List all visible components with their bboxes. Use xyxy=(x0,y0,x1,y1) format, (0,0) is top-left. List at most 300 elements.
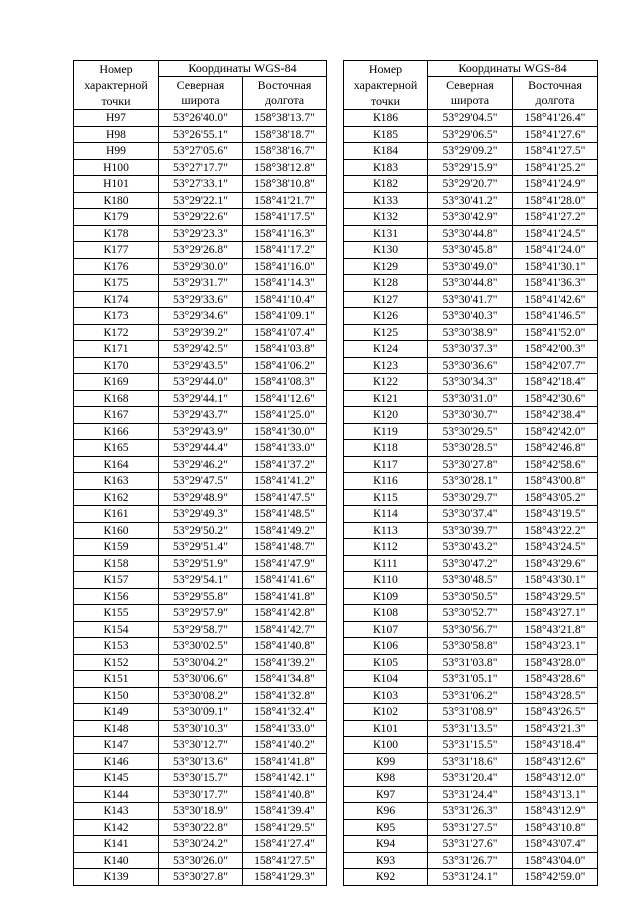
table-row xyxy=(344,176,598,193)
latitude-cell: 53°30'42.9" xyxy=(428,209,513,226)
point-number-cell: К110 xyxy=(344,572,428,589)
latitude-cell: 53°29'43.7" xyxy=(159,407,243,424)
table-row xyxy=(344,671,598,688)
point-number-cell: К154 xyxy=(74,621,159,638)
point-number-cell: К111 xyxy=(344,555,428,572)
latitude-cell: 53°31'20.4" xyxy=(428,770,513,787)
table-row xyxy=(344,720,598,737)
latitude-cell: 53°29'06.5" xyxy=(428,126,513,143)
longitude-cell: 158°43'13.1" xyxy=(513,786,598,803)
longitude-cell: 158°41'48.7" xyxy=(243,539,327,556)
latitude-cell: 53°30'44.8" xyxy=(428,225,513,242)
point-number-cell: К150 xyxy=(74,687,159,704)
table-row xyxy=(74,258,327,275)
latitude-cell: 53°27'33.1" xyxy=(159,176,243,193)
latitude-cell: 53°30'12.7" xyxy=(159,737,243,754)
point-number-cell: К96 xyxy=(344,803,428,820)
point-number-cell: К128 xyxy=(344,275,428,292)
latitude-cell: 53°31'05.1" xyxy=(428,671,513,688)
table-row xyxy=(74,671,327,688)
latitude-cell: 53°30'09.1" xyxy=(159,704,243,721)
table-row xyxy=(74,440,327,457)
table-row xyxy=(74,605,327,622)
table-row xyxy=(344,588,598,605)
longitude-cell: 158°43'10.8" xyxy=(513,819,598,836)
point-number-cell: К169 xyxy=(74,374,159,391)
table-row xyxy=(344,143,598,160)
point-number-cell: К182 xyxy=(344,176,428,193)
table-row xyxy=(74,407,327,424)
longitude-cell: 158°38'13.7" xyxy=(243,110,327,127)
longitude-cell: 158°41'41.6" xyxy=(243,572,327,589)
longitude-header: Восточная долгота xyxy=(243,77,327,110)
longitude-cell: 158°41'17.2" xyxy=(243,242,327,259)
table-row xyxy=(74,869,327,886)
point-number-cell: К143 xyxy=(74,803,159,820)
point-number-cell: К162 xyxy=(74,489,159,506)
longitude-cell: 158°43'12.6" xyxy=(513,753,598,770)
table-row xyxy=(344,489,598,506)
latitude-cell: 53°30'39.7" xyxy=(428,522,513,539)
longitude-cell: 158°43'18.4" xyxy=(513,737,598,754)
longitude-cell: 158°43'24.5" xyxy=(513,539,598,556)
latitude-cell: 53°30'36.6" xyxy=(428,357,513,374)
longitude-cell: 158°41'40.2" xyxy=(243,737,327,754)
longitude-cell: 158°41'42.7" xyxy=(243,621,327,638)
longitude-cell: 158°43'29.5" xyxy=(513,588,598,605)
longitude-cell: 158°41'39.4" xyxy=(243,803,327,820)
point-number-cell: К92 xyxy=(344,869,428,886)
latitude-cell: 53°30'37.4" xyxy=(428,506,513,523)
longitude-cell: 158°41'42.6" xyxy=(513,291,598,308)
latitude-cell: 53°30'44.8" xyxy=(428,275,513,292)
table-row xyxy=(74,192,327,209)
point-number-cell: К151 xyxy=(74,671,159,688)
table-row xyxy=(74,836,327,853)
table-row xyxy=(344,159,598,176)
table-row xyxy=(344,852,598,869)
latitude-cell: 53°30'40.3" xyxy=(428,308,513,325)
point-number-cell: К119 xyxy=(344,423,428,440)
latitude-cell: 53°26'40.0" xyxy=(159,110,243,127)
table-row xyxy=(344,704,598,721)
longitude-cell: 158°41'34.8" xyxy=(243,671,327,688)
table-row xyxy=(74,687,327,704)
longitude-cell: 158°41'36.3" xyxy=(513,275,598,292)
longitude-cell: 158°42'59.0" xyxy=(513,869,598,886)
longitude-cell: 158°41'09.1" xyxy=(243,308,327,325)
longitude-cell: 158°43'26.5" xyxy=(513,704,598,721)
longitude-cell: 158°43'23.1" xyxy=(513,638,598,655)
latitude-cell: 53°29'33.6" xyxy=(159,291,243,308)
latitude-cell: 53°29'55.8" xyxy=(159,588,243,605)
longitude-cell: 158°43'05.2" xyxy=(513,489,598,506)
latitude-cell: 53°30'28.5" xyxy=(428,440,513,457)
longitude-cell: 158°41'40.8" xyxy=(243,786,327,803)
point-number-cell: К158 xyxy=(74,555,159,572)
table-row xyxy=(74,242,327,259)
point-number-cell: К112 xyxy=(344,539,428,556)
table-row xyxy=(344,555,598,572)
point-number-cell: К165 xyxy=(74,440,159,457)
table-row xyxy=(74,324,327,341)
longitude-cell: 158°41'14.3" xyxy=(243,275,327,292)
longitude-cell: 158°41'30.1" xyxy=(513,258,598,275)
point-number-cell: К118 xyxy=(344,440,428,457)
longitude-cell: 158°43'28.5" xyxy=(513,687,598,704)
latitude-cell: 53°30'27.8" xyxy=(428,456,513,473)
table-row xyxy=(344,753,598,770)
point-number-cell: К145 xyxy=(74,770,159,787)
table-row xyxy=(344,357,598,374)
point-number-cell: К179 xyxy=(74,209,159,226)
left-table-body xyxy=(74,110,327,886)
longitude-cell: 158°38'12.8" xyxy=(243,159,327,176)
longitude-cell: 158°41'06.2" xyxy=(243,357,327,374)
latitude-cell: 53°30'48.5" xyxy=(428,572,513,589)
longitude-cell: 158°43'28.0" xyxy=(513,654,598,671)
longitude-cell: 158°43'28.6" xyxy=(513,671,598,688)
latitude-cell: 53°26'55.1" xyxy=(159,126,243,143)
latitude-cell: 53°30'50.5" xyxy=(428,588,513,605)
longitude-cell: 158°41'52.0" xyxy=(513,324,598,341)
longitude-cell: 158°41'41.8" xyxy=(243,753,327,770)
table-row xyxy=(344,407,598,424)
table-row xyxy=(344,390,598,407)
table-row xyxy=(344,341,598,358)
latitude-cell: 53°31'08.9" xyxy=(428,704,513,721)
coordinates-header: Координаты WGS-84 xyxy=(159,61,327,77)
table-row xyxy=(74,473,327,490)
point-number-cell: К127 xyxy=(344,291,428,308)
latitude-cell: 53°30'13.6" xyxy=(159,753,243,770)
latitude-cell: 53°31'24.1" xyxy=(428,869,513,886)
longitude-cell: 158°41'37.2" xyxy=(243,456,327,473)
point-number-cell: К124 xyxy=(344,341,428,358)
point-number-cell: К132 xyxy=(344,209,428,226)
longitude-cell: 158°43'12.0" xyxy=(513,770,598,787)
point-number-cell: К108 xyxy=(344,605,428,622)
table-row xyxy=(74,176,327,193)
latitude-cell: 53°30'10.3" xyxy=(159,720,243,737)
point-number-cell: К122 xyxy=(344,374,428,391)
point-number-cell: К130 xyxy=(344,242,428,259)
point-number-cell: К139 xyxy=(74,869,159,886)
table-row xyxy=(344,737,598,754)
latitude-cell: 53°30'26.0" xyxy=(159,852,243,869)
point-number-cell: К144 xyxy=(74,786,159,803)
table-row xyxy=(74,275,327,292)
latitude-cell: 53°30'56.7" xyxy=(428,621,513,638)
latitude-cell: 53°31'06.2" xyxy=(428,687,513,704)
point-number-cell: К97 xyxy=(344,786,428,803)
longitude-cell: 158°41'24.0" xyxy=(513,242,598,259)
point-number-cell: Н100 xyxy=(74,159,159,176)
point-number-cell: К167 xyxy=(74,407,159,424)
latitude-cell: 53°30'34.3" xyxy=(428,374,513,391)
longitude-cell: 158°41'28.0" xyxy=(513,192,598,209)
table-row xyxy=(74,720,327,737)
point-number-cell: К106 xyxy=(344,638,428,655)
table-row xyxy=(344,242,598,259)
table-row xyxy=(344,836,598,853)
latitude-cell: 53°29'09.2" xyxy=(428,143,513,160)
table-row xyxy=(74,225,327,242)
latitude-cell: 53°29'43.9" xyxy=(159,423,243,440)
table-row xyxy=(74,753,327,770)
point-number-cell: К129 xyxy=(344,258,428,275)
latitude-cell: 53°29'15.9" xyxy=(428,159,513,176)
longitude-cell: 158°42'58.6" xyxy=(513,456,598,473)
point-number-cell: К164 xyxy=(74,456,159,473)
point-number-cell: К100 xyxy=(344,737,428,754)
point-number-cell: К166 xyxy=(74,423,159,440)
longitude-cell: 158°41'29.5" xyxy=(243,819,327,836)
latitude-cell: 53°30'30.7" xyxy=(428,407,513,424)
table-row xyxy=(74,654,327,671)
longitude-cell: 158°43'19.5" xyxy=(513,506,598,523)
latitude-cell: 53°29'50.2" xyxy=(159,522,243,539)
longitude-cell: 158°42'30.6" xyxy=(513,390,598,407)
longitude-cell: 158°42'46.8" xyxy=(513,440,598,457)
table-row xyxy=(74,539,327,556)
longitude-cell: 158°38'16.7" xyxy=(243,143,327,160)
point-number-cell: К120 xyxy=(344,407,428,424)
table-row xyxy=(344,572,598,589)
table-row xyxy=(74,341,327,358)
table-row xyxy=(74,638,327,655)
latitude-cell: 53°30'29.5" xyxy=(428,423,513,440)
longitude-cell: 158°41'25.2" xyxy=(513,159,598,176)
latitude-cell: 53°29'34.6" xyxy=(159,308,243,325)
point-number-cell: К178 xyxy=(74,225,159,242)
table-row xyxy=(74,803,327,820)
table-row xyxy=(74,704,327,721)
table-row xyxy=(74,291,327,308)
table-row xyxy=(74,110,327,127)
point-number-cell: К104 xyxy=(344,671,428,688)
latitude-cell: 53°29'31.7" xyxy=(159,275,243,292)
point-number-cell: К95 xyxy=(344,819,428,836)
longitude-cell: 158°41'42.8" xyxy=(243,605,327,622)
point-number-cell: К133 xyxy=(344,192,428,209)
latitude-cell: 53°29'22.6" xyxy=(159,209,243,226)
longitude-cell: 158°41'32.8" xyxy=(243,687,327,704)
table-row xyxy=(344,687,598,704)
table-row xyxy=(74,143,327,160)
point-number-cell: К121 xyxy=(344,390,428,407)
longitude-cell: 158°41'16.3" xyxy=(243,225,327,242)
longitude-cell: 158°41'27.5" xyxy=(513,143,598,160)
longitude-cell: 158°38'10.8" xyxy=(243,176,327,193)
latitude-cell: 53°29'54.1" xyxy=(159,572,243,589)
latitude-cell: 53°29'42.5" xyxy=(159,341,243,358)
longitude-cell: 158°43'29.6" xyxy=(513,555,598,572)
point-number-cell: Н99 xyxy=(74,143,159,160)
point-number-cell: К155 xyxy=(74,605,159,622)
table-row xyxy=(344,324,598,341)
longitude-cell: 158°43'30.1" xyxy=(513,572,598,589)
point-number-cell: К163 xyxy=(74,473,159,490)
longitude-cell: 158°41'17.5" xyxy=(243,209,327,226)
point-number-cell: К131 xyxy=(344,225,428,242)
latitude-cell: 53°31'13.5" xyxy=(428,720,513,737)
point-number-cell: К170 xyxy=(74,357,159,374)
table-row xyxy=(344,539,598,556)
latitude-cell: 53°30'31.0" xyxy=(428,390,513,407)
table-row xyxy=(344,291,598,308)
longitude-cell: 158°41'27.2" xyxy=(513,209,598,226)
longitude-cell: 158°41'16.0" xyxy=(243,258,327,275)
latitude-cell: 53°30'43.2" xyxy=(428,539,513,556)
point-number-cell: К161 xyxy=(74,506,159,523)
latitude-cell: 53°29'47.5" xyxy=(159,473,243,490)
point-number-cell: К141 xyxy=(74,836,159,853)
table-row xyxy=(344,192,598,209)
point-number-cell: К156 xyxy=(74,588,159,605)
table-row xyxy=(344,605,598,622)
longitude-cell: 158°41'47.9" xyxy=(243,555,327,572)
longitude-cell: 158°41'46.5" xyxy=(513,308,598,325)
table-row xyxy=(74,506,327,523)
table-row xyxy=(344,110,598,127)
longitude-cell: 158°43'00.8" xyxy=(513,473,598,490)
point-number-cell: К114 xyxy=(344,506,428,523)
latitude-cell: 53°30'17.7" xyxy=(159,786,243,803)
table-row xyxy=(344,209,598,226)
table-row xyxy=(344,258,598,275)
coordinates-header: Координаты WGS-84 xyxy=(428,61,598,77)
point-number-cell: К109 xyxy=(344,588,428,605)
table-row xyxy=(74,390,327,407)
latitude-cell: 53°29'26.8" xyxy=(159,242,243,259)
point-number-cell: К180 xyxy=(74,192,159,209)
table-row xyxy=(74,555,327,572)
point-number-cell: К152 xyxy=(74,654,159,671)
latitude-cell: 53°30'28.1" xyxy=(428,473,513,490)
table-row xyxy=(344,869,598,886)
point-number-cell: К99 xyxy=(344,753,428,770)
longitude-cell: 158°38'18.7" xyxy=(243,126,327,143)
table-row xyxy=(74,209,327,226)
point-number-cell: К116 xyxy=(344,473,428,490)
longitude-cell: 158°43'22.2" xyxy=(513,522,598,539)
point-number-cell: К113 xyxy=(344,522,428,539)
latitude-cell: 53°29'43.5" xyxy=(159,357,243,374)
table-row xyxy=(74,126,327,143)
point-number-cell: К173 xyxy=(74,308,159,325)
longitude-cell: 158°42'42.0" xyxy=(513,423,598,440)
latitude-cell: 53°27'05.6" xyxy=(159,143,243,160)
latitude-cell: 53°30'47.2" xyxy=(428,555,513,572)
table-row xyxy=(344,374,598,391)
point-number-cell: К148 xyxy=(74,720,159,737)
latitude-cell: 53°29'58.7" xyxy=(159,621,243,638)
longitude-cell: 158°43'12.9" xyxy=(513,803,598,820)
longitude-cell: 158°42'07.7" xyxy=(513,357,598,374)
latitude-cell: 53°31'15.5" xyxy=(428,737,513,754)
point-number-cell: К171 xyxy=(74,341,159,358)
table-row xyxy=(344,770,598,787)
latitude-cell: 53°31'24.4" xyxy=(428,786,513,803)
latitude-cell: 53°29'44.1" xyxy=(159,390,243,407)
longitude-header: Восточная долгота xyxy=(513,77,598,110)
point-number-cell: К101 xyxy=(344,720,428,737)
latitude-cell: 53°30'04.2" xyxy=(159,654,243,671)
point-number-cell: К184 xyxy=(344,143,428,160)
table-row xyxy=(344,225,598,242)
point-number-cell: К185 xyxy=(344,126,428,143)
latitude-cell: 53°29'46.2" xyxy=(159,456,243,473)
point-number-cell: К94 xyxy=(344,836,428,853)
latitude-cell: 53°30'27.8" xyxy=(159,869,243,886)
longitude-cell: 158°41'30.0" xyxy=(243,423,327,440)
latitude-cell: 53°29'49.3" xyxy=(159,506,243,523)
point-number-cell: К147 xyxy=(74,737,159,754)
longitude-cell: 158°41'40.8" xyxy=(243,638,327,655)
latitude-cell: 53°29'04.5" xyxy=(428,110,513,127)
table-row xyxy=(344,473,598,490)
point-number-cell: К98 xyxy=(344,770,428,787)
point-number-cell: К153 xyxy=(74,638,159,655)
coordinates-table-left xyxy=(73,60,327,886)
latitude-cell: 53°31'27.5" xyxy=(428,819,513,836)
table-row xyxy=(74,357,327,374)
longitude-cell: 158°41'27.6" xyxy=(513,126,598,143)
longitude-cell: 158°41'41.2" xyxy=(243,473,327,490)
latitude-header: Северная широта xyxy=(159,77,243,110)
point-number-cell: Н101 xyxy=(74,176,159,193)
table-row xyxy=(74,819,327,836)
table-row xyxy=(74,770,327,787)
latitude-cell: 53°30'58.8" xyxy=(428,638,513,655)
table-row xyxy=(74,456,327,473)
latitude-cell: 53°29'48.9" xyxy=(159,489,243,506)
latitude-cell: 53°29'20.7" xyxy=(428,176,513,193)
table-row xyxy=(74,489,327,506)
longitude-cell: 158°41'48.5" xyxy=(243,506,327,523)
latitude-cell: 53°29'44.4" xyxy=(159,440,243,457)
latitude-cell: 53°27'17.7" xyxy=(159,159,243,176)
point-number-cell: К177 xyxy=(74,242,159,259)
latitude-cell: 53°30'49.0" xyxy=(428,258,513,275)
longitude-cell: 158°43'27.1" xyxy=(513,605,598,622)
longitude-cell: 158°41'49.2" xyxy=(243,522,327,539)
table-row xyxy=(344,506,598,523)
longitude-cell: 158°41'12.6" xyxy=(243,390,327,407)
longitude-cell: 158°41'42.1" xyxy=(243,770,327,787)
latitude-cell: 53°29'44.0" xyxy=(159,374,243,391)
table-row xyxy=(74,572,327,589)
table-row xyxy=(74,159,327,176)
latitude-cell: 53°30'29.7" xyxy=(428,489,513,506)
longitude-cell: 158°43'04.0" xyxy=(513,852,598,869)
point-number-cell: К142 xyxy=(74,819,159,836)
latitude-cell: 53°29'39.2" xyxy=(159,324,243,341)
table-row xyxy=(344,654,598,671)
point-number-cell: К105 xyxy=(344,654,428,671)
table-row xyxy=(344,126,598,143)
latitude-cell: 53°29'51.9" xyxy=(159,555,243,572)
latitude-cell: 53°29'57.9" xyxy=(159,605,243,622)
longitude-cell: 158°41'39.2" xyxy=(243,654,327,671)
point-number-cell: К125 xyxy=(344,324,428,341)
table-row xyxy=(344,522,598,539)
point-number-cell: К174 xyxy=(74,291,159,308)
longitude-cell: 158°42'38.4" xyxy=(513,407,598,424)
point-number-cell: К123 xyxy=(344,357,428,374)
table-row xyxy=(74,786,327,803)
